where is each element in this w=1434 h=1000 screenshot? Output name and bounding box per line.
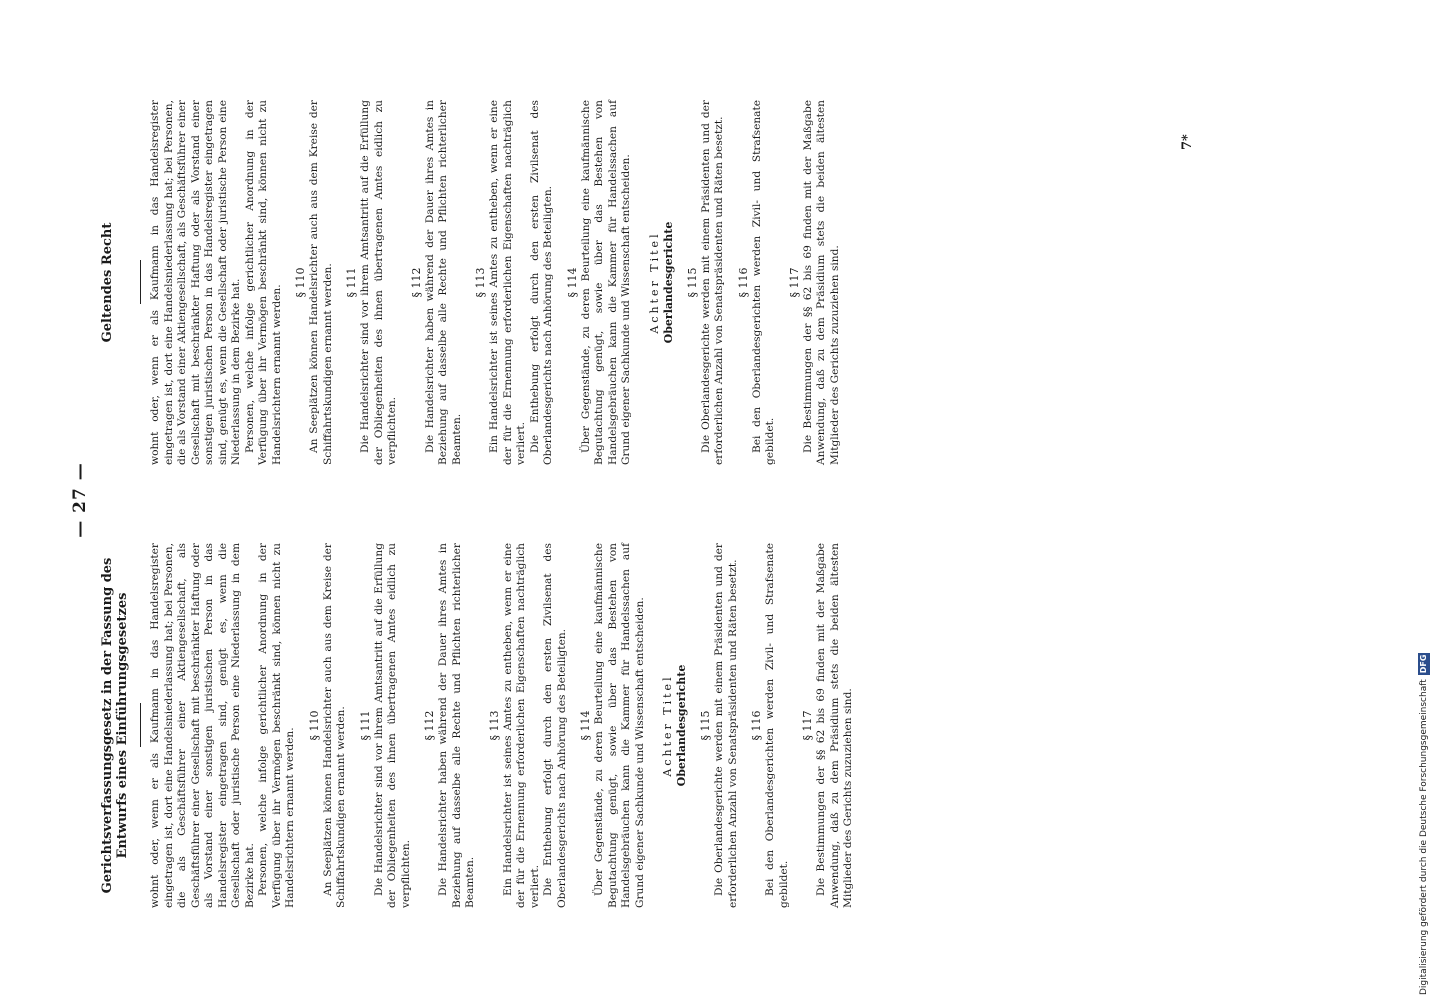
section-text: Ein Handelsrichter ist seines Amtes zu entheben, wenn er eine der für die Ernennung erforderlichen Eigenschaften nachträglich verliert. <box>488 100 527 465</box>
section-117 <box>801 543 856 908</box>
section-113 <box>488 543 570 908</box>
dfg-logo-badge: DFG <box>1419 654 1428 674</box>
intro-paragraph-2: Personen, welche infolge gerichtlicher Anordnung in der Verfügung über ihr Vermögen beschränkt sind, können nicht zu Handelsrichtern ernannt werden. <box>257 543 296 908</box>
section-number: § 115 <box>685 267 699 298</box>
section-text: Bei den Oberlandesgerichten werden Zivil- und Strafsenate gebildet. <box>764 543 790 908</box>
intro-paragraph: wohnt oder, wenn er als Kaufmann in das Handelsregister eingetragen ist, dort eine Handelsniederlassung hat; bei Personen, die als Vorstand einer Aktiengesellschaft, als Geschäftsführer einer Gesellschaft mit beschränkter Haftung oder als Vorstand einer sonstigen juristischen Person in das Handelsregister eingetragen sind, genügt es, wenn die Gesellschaft oder juristische Person eine Niederlassung in dem Bezirke hat. <box>149 100 242 465</box>
section-number: § 110 <box>294 267 307 298</box>
section-111 <box>359 543 414 908</box>
section-text: Über Gegenstände, zu deren Beurteilung eine kaufmännische Begutachtung genügt, sowie über das Bestehen von Handelsgebräuchen kann die Kammer für Handelssachen auf Grund eigener Sachkunde und Wissenschaft entscheiden. <box>593 543 646 908</box>
intro-paragraph: wohnt oder, wenn er als Kaufmann in das Handelsregister eingetragen ist, dort eine Handelsniederlassung hat; bei Personen, die als Geschäftsführer einer Aktiengesellschaft, als Geschäftsführer einer Gesellschaft mit beschränkter Haftung oder als Vorstand einer sonstigen juristischen Person in das Handelsregister eingetragen sind, genügt es, wenn die Gesellschaft oder juristische Person eine Niederlassung in dem Bezirke hat. <box>149 543 256 908</box>
section-text: Die Bestimmungen der §§ 62 bis 69 finden mit der Maßgabe Anwendung, daß zu dem Präsidium stets die beiden ältesten Mitglieder des Gerichts zuzuziehen sind. <box>815 543 854 908</box>
section-text: Bei den Oberlandesgerichten werden Zivil- und Strafsenate gebildet. <box>750 100 776 465</box>
section-number: § 111 <box>345 267 358 298</box>
left-column <box>100 543 856 908</box>
dfg-credit-text: Digitalisierung gefördert durch die Deutsche Forschungsgemeinschaft <box>1419 679 1429 995</box>
title-name: Oberlandesgerichte <box>675 664 688 787</box>
section-110 <box>294 100 335 465</box>
section-number: § 114 <box>565 267 579 298</box>
section-number: § 110 <box>307 710 321 741</box>
intro-paragraph-2: Personen, welche infolge gerichtlicher Anordnung in der Verfügung über ihr Vermögen beschränkt sind, können nicht zu Handelsrichtern ernannt werden. <box>243 100 283 465</box>
section-text: Die Handelsrichter haben während der Dauer ihres Amtes in Beziehung auf dasselbe alle Rechte und Pflichten richterlicher Beamten. <box>423 100 463 465</box>
section-114 <box>566 100 634 465</box>
section-number: § 112 <box>409 267 423 298</box>
section-text: Die Bestimmungen der §§ 62 bis 69 finden mit der Maßgabe Anwendung, daß zu dem Präsidium stets die beiden ältesten Mitglieder des Gerichts zuzuziehen sind. <box>801 100 841 465</box>
section-110 <box>308 543 349 908</box>
section-112 <box>410 100 465 465</box>
title-label: Achter Titel <box>647 231 661 334</box>
section-115 <box>699 543 740 908</box>
section-number: § 116 <box>750 710 763 741</box>
section-number: § 113 <box>474 267 487 298</box>
section-text-2: Die Enthebung erfolgt durch den ersten Zivilsenat des Oberlandesgerichts nach Anhörung des Beteiligten. <box>528 100 554 465</box>
section-text: Die Handelsrichter sind vor ihrem Amtsantritt auf die Erfüllung der Obliegenheiten des ihnen übertragenen Amtes eidlich zu verpflichten. <box>359 100 398 465</box>
section-text: Die Oberlandesgerichte werden mit einem Präsidenten und der erforderlichen Anzahl von Senatspräsidenten und Räten besetzt. <box>713 543 739 908</box>
title-name: Oberlandesgerichte <box>661 221 675 344</box>
section-text-2: Die Enthebung erfolgt durch den ersten Zivilsenat des Oberlandesgerichts nach Anhörung des Beteiligten. <box>542 543 568 908</box>
section-text: Die Handelsrichter sind vor ihrem Amtsantritt auf die Erfüllung der Obliegenheiten des ihnen übertragenen Amtes eidlich zu verpflichten. <box>372 543 412 908</box>
section-text: Die Oberlandesgerichte werden mit einem Präsidenten und der erforderlichen Anzahl von Senatspräsidenten und Räten besetzt. <box>699 100 725 465</box>
right-column-title: Geltendes Recht <box>100 222 115 343</box>
sheet-signature-mark: 7* <box>1180 134 1195 150</box>
section-number: § 114 <box>579 710 592 741</box>
section-number: § 113 <box>487 710 501 741</box>
section-115 <box>686 100 727 465</box>
section-number: § 116 <box>736 267 750 298</box>
page-number: — 27 — <box>70 462 90 538</box>
section-112 <box>423 543 478 908</box>
section-number: § 117 <box>801 710 814 741</box>
section-116 <box>737 100 778 465</box>
title-label: Achter Titel <box>661 674 674 777</box>
section-text: Über Gegenstände, zu deren Beurteilung eine kaufmännische Begutachtung genügt, sowie über das Bestehen von Handelsgebräuchen kann die Kammer für Handelssachen auf Grund eigener Sachkunde und Wissenschaft entscheiden. <box>579 100 632 465</box>
title-rule <box>140 261 141 305</box>
section-114 <box>579 543 647 908</box>
section-116 <box>750 543 791 908</box>
title-rule <box>140 704 141 748</box>
section-111 <box>345 100 400 465</box>
section-number: § 117 <box>787 267 801 298</box>
section-number: § 112 <box>423 710 436 741</box>
section-117 <box>788 100 843 465</box>
left-column-title: Gerichtsverfassungsgesetz in der Fassung des Entwurfs eines Einführungsgesetzes <box>100 557 130 894</box>
dfg-credit <box>1418 5 1430 995</box>
section-number: § 115 <box>699 710 712 741</box>
section-text: Ein Handelsrichter ist seines Amtes zu entheben, wenn er eine der für die Ernennung erforderlichen Eigenschaften nachträglich verliert. <box>501 543 541 908</box>
section-number: § 111 <box>358 710 372 741</box>
section-text: Die Handelsrichter haben während der Dauer ihres Amtes in Beziehung auf dasselbe alle Rechte und Pflichten richterlicher Beamten. <box>437 543 476 908</box>
section-113 <box>474 100 556 465</box>
title-heading <box>648 100 676 465</box>
section-text: An Seeplätzen können Handelsrichter auch aus dem Kreise der Schiffahrtskundigen ernannt werden. <box>321 543 347 908</box>
section-text: An Seeplätzen können Handelsrichter auch aus dem Kreise der Schiffahrtskundigen ernannt werden. <box>308 100 334 465</box>
title-heading <box>661 543 689 908</box>
right-column <box>100 100 842 465</box>
